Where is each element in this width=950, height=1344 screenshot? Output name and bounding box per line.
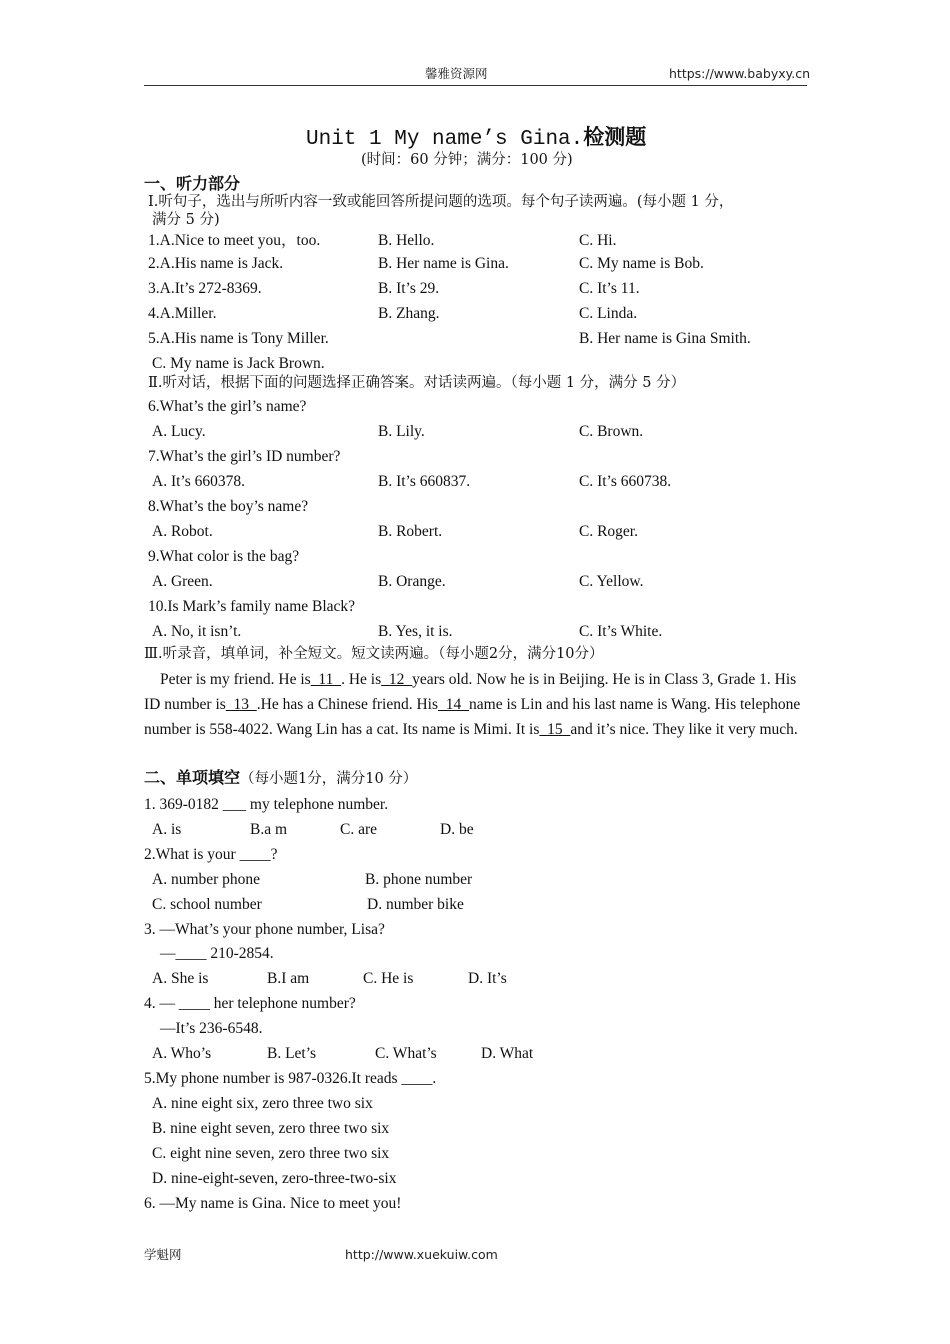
s2-q6-question: 6. —My name is Gina. Nice to meet you! xyxy=(144,1195,402,1212)
q10-option-b: B. Yes, it is. xyxy=(378,623,453,640)
part1-instruction: Ⅰ.听句子，选出与所听内容一致或能回答所提问题的选项。每个句子读两遍。(每小题 1 分， xyxy=(148,194,734,210)
q6-question: 6.What’s the girl’s name? xyxy=(148,398,307,415)
q4-option-b: B. Zhang. xyxy=(378,305,440,322)
passage-text-5: name is Lin and his last name is Wang. His telephone number is 558-4022. Wang Lin has a cat. Its name is Mimi. It is xyxy=(144,696,801,738)
q2-option-a: 2.A.His name is Jack. xyxy=(148,255,284,272)
q1-option-c: C. Hi. xyxy=(579,232,617,249)
q2-option-b: B. Her name is Gina. xyxy=(378,255,509,272)
q5-option-c: C. My name is Jack Brown. xyxy=(152,355,325,372)
passage-text-3: years old. Now he is in Beijing. He is in Class 3, Grade 1. His ID number is xyxy=(144,671,797,713)
s2-q1-question: 1. 369-0182 ___ my telephone number. xyxy=(144,796,389,813)
passage-text-1: Peter is my friend. He is xyxy=(160,671,311,688)
passage-text-4: .He has a Chinese friend. His xyxy=(256,696,439,713)
s2-q4-reply: —It’s 236-6548. xyxy=(160,1020,263,1037)
q10-question: 10.Is Mark’s family name Black? xyxy=(148,598,356,615)
passage-text-6: and it’s nice. They like it very much. xyxy=(570,721,798,738)
q5-option-b: B. Her name is Gina Smith. xyxy=(579,330,751,347)
header-rule xyxy=(144,85,807,86)
s2-q4-option-d: D. What xyxy=(481,1045,534,1062)
s2-q1-option-a: A. is xyxy=(152,821,182,838)
s2-q3-reply: —____ 210-2854. xyxy=(160,945,274,962)
q9-question: 9.What color is the bag? xyxy=(148,548,300,565)
q7-question: 7.What’s the girl’s ID number? xyxy=(148,448,341,465)
s2-q5-option-b: B. nine eight seven, zero three two six xyxy=(152,1120,390,1137)
passage-text-2: . He is xyxy=(341,671,382,688)
q3-option-c: C. It’s 11. xyxy=(579,280,640,297)
q7-option-c: C. It’s 660738. xyxy=(579,473,672,490)
title-main: Unit 1 My name’s Gina. xyxy=(306,128,584,151)
s2-q3-option-c: C. He is xyxy=(363,970,414,987)
s2-q5-option-d: D. nine-eight-seven, zero-three-two-six xyxy=(152,1170,397,1187)
blank-15: 15 xyxy=(539,721,571,738)
s2-q2-option-d: D. number bike xyxy=(367,896,464,913)
q3-option-a: 3.A.It’s 272-8369. xyxy=(148,280,262,297)
q8-option-c: C. Roger. xyxy=(579,523,638,540)
section2-title: 二、单项填空 xyxy=(144,768,241,787)
s2-q2-option-c: C. school number xyxy=(152,896,262,913)
s2-q4-option-b: B. Let’s xyxy=(267,1045,317,1062)
q4-option-c: C. Linda. xyxy=(579,305,638,322)
q10-option-c: C. It’s White. xyxy=(579,623,663,640)
s2-q1-option-b: B.a m xyxy=(250,821,288,838)
s2-q1-option-d: D. be xyxy=(440,821,474,838)
q4-option-a: 4.A.Miller. xyxy=(148,305,217,322)
q5-option-a: 5.A.His name is Tony Miller. xyxy=(148,330,329,347)
q1-option-a: 1.A.Nice to meet you，too. xyxy=(148,232,321,249)
blank-13: 13 xyxy=(225,696,257,713)
blank-11: 11 xyxy=(310,671,342,688)
s2-q2-option-b: B. phone number xyxy=(365,871,473,888)
s2-q3-question: 3. —What’s your phone number, Lisa? xyxy=(144,921,385,938)
page-title xyxy=(306,127,646,150)
footer-site-url[interactable]: http://www.xuekuiw.com xyxy=(345,1247,498,1262)
q7-option-b: B. It’s 660837. xyxy=(378,473,471,490)
blank-14: 14 xyxy=(438,696,470,713)
s2-q3-option-d: D. It’s xyxy=(468,970,507,987)
s2-q2-question: 2.What is your ____? xyxy=(144,846,278,863)
header-site-name: 馨雅资源网 xyxy=(425,66,488,81)
section2-heading xyxy=(144,770,417,787)
s2-q5-question: 5.My phone number is 987-0326.It reads ____. xyxy=(144,1070,437,1087)
q1-option-b: B. Hello. xyxy=(378,232,435,249)
q6-option-b: B. Lily. xyxy=(378,423,425,440)
q8-option-b: B. Robert. xyxy=(378,523,443,540)
part2-instruction: Ⅱ.听对话，根据下面的问题选择正确答案。对话读两遍。（每小题 1 分，满分 5 分） xyxy=(148,375,686,391)
q9-option-b: B. Orange. xyxy=(378,573,446,590)
section1-heading: 一、听力部分 xyxy=(144,174,241,193)
q2-option-c: C. My name is Bob. xyxy=(579,255,704,272)
s2-q3-option-b: B.I am xyxy=(267,970,310,987)
s2-q1-option-c: C. are xyxy=(340,821,378,838)
part1-instruction-cont: 满分 5 分) xyxy=(152,212,220,228)
footer-site-name: 学魁网 xyxy=(144,1247,182,1262)
s2-q4-question: 4. — ____ her telephone number? xyxy=(144,995,356,1012)
blank-12: 12 xyxy=(381,671,413,688)
header-site-url[interactable]: https://www.babyxy.cn xyxy=(669,66,811,81)
q6-option-c: C. Brown. xyxy=(579,423,644,440)
part3-instruction: Ⅲ.听录音，填单词，补全短文。短文读两遍。（每小题2分，满分10分） xyxy=(144,646,604,662)
s2-q2-option-a: A. number phone xyxy=(152,871,261,888)
q9-option-c: C. Yellow. xyxy=(579,573,644,590)
title-suffix: 检测题 xyxy=(583,125,647,149)
q9-option-a: A. Green. xyxy=(152,573,213,590)
q10-option-a: A. No, it isn’t. xyxy=(152,623,242,640)
cloze-passage xyxy=(144,667,806,742)
q7-option-a: A. It’s 660378. xyxy=(152,473,245,490)
q3-option-b: B. It’s 29. xyxy=(378,280,440,297)
s2-q4-option-c: C. What’s xyxy=(375,1045,437,1062)
q6-option-a: A. Lucy. xyxy=(152,423,206,440)
s2-q5-option-c: C. eight nine seven, zero three two six xyxy=(152,1145,390,1162)
s2-q4-option-a: A. Who’s xyxy=(152,1045,212,1062)
section2-note: （每小题1分，满分10 分） xyxy=(240,771,418,787)
s2-q5-option-a: A. nine eight six, zero three two six xyxy=(152,1095,373,1112)
q8-option-a: A. Robot. xyxy=(152,523,213,540)
q8-question: 8.What’s the boy’s name? xyxy=(148,498,309,515)
s2-q3-option-a: A. She is xyxy=(152,970,209,987)
page-subtitle: (时间：60 分钟；满分：100 分) xyxy=(361,152,573,168)
